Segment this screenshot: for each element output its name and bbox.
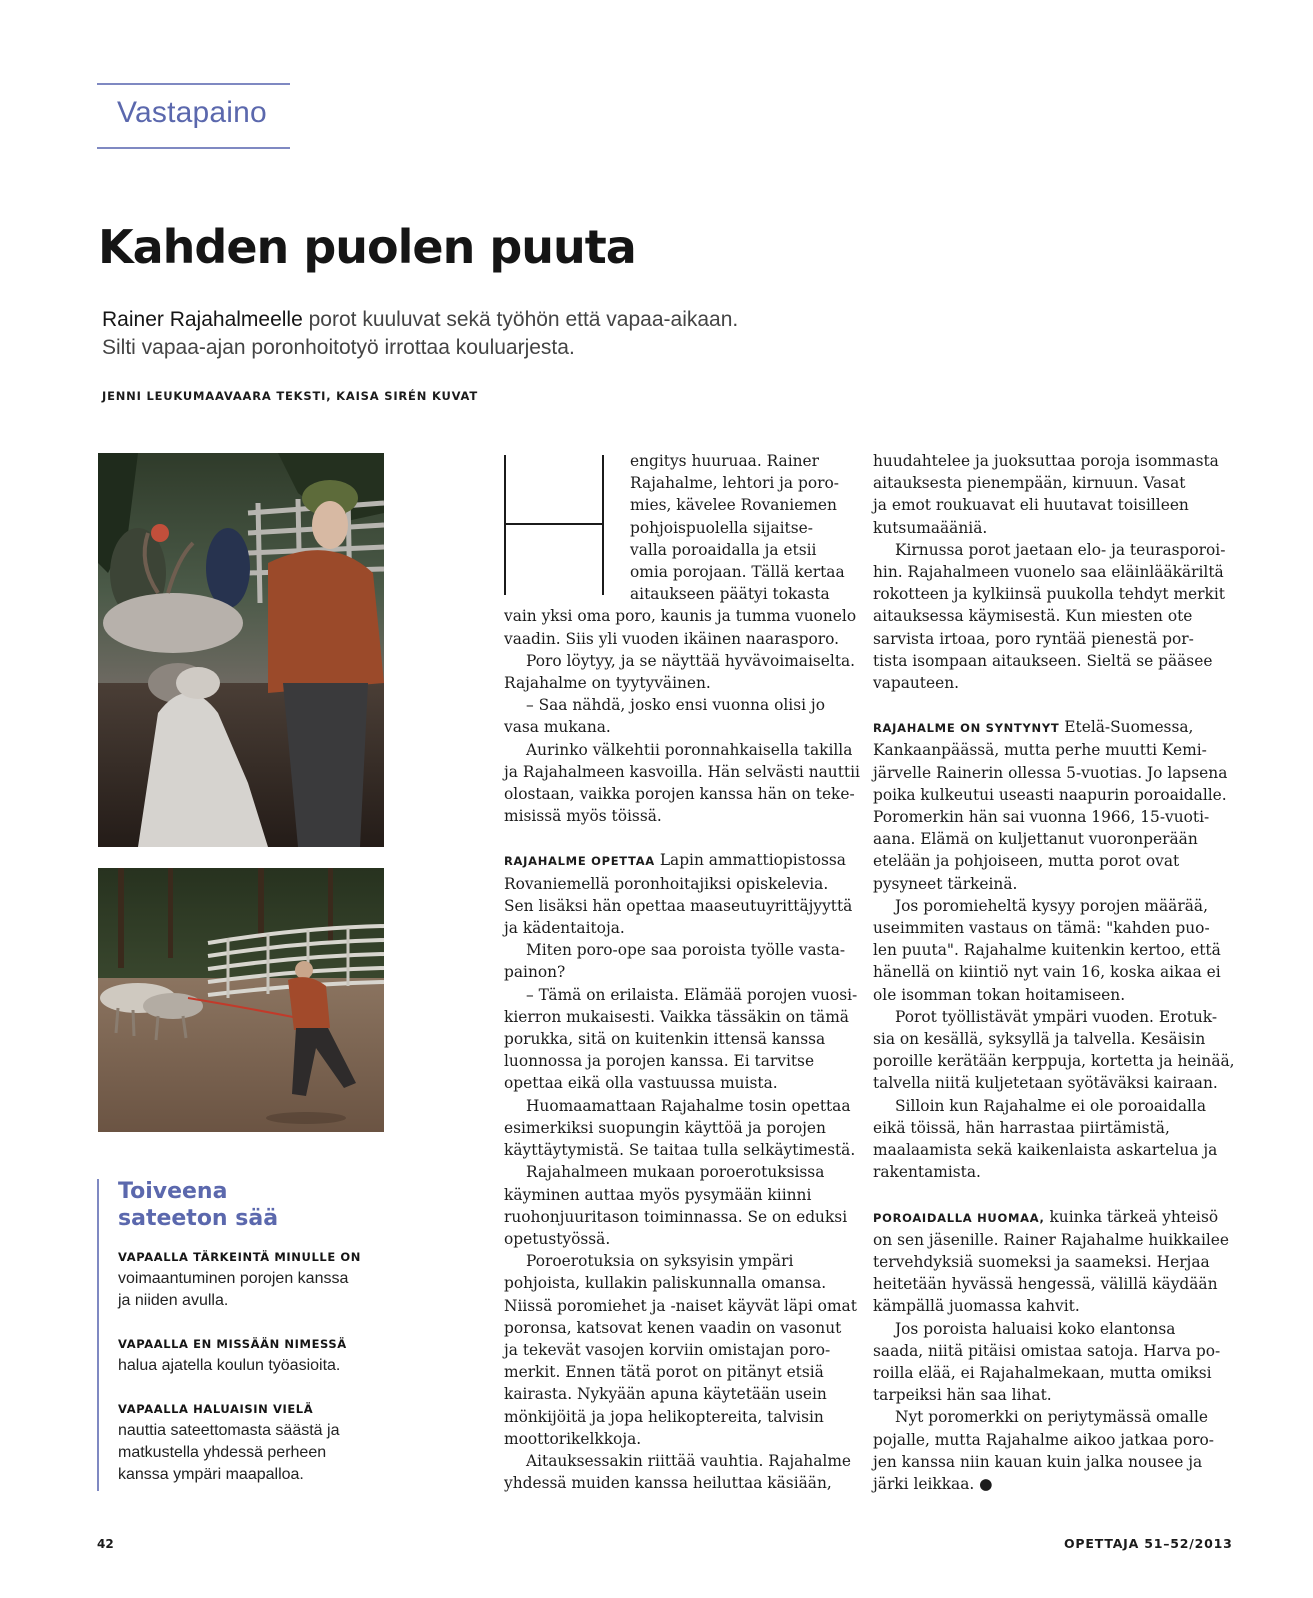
sidebar-item: [118, 1398, 388, 1486]
body-line: vasa mukana.: [504, 718, 611, 737]
paragraph-lead-in: POROAIDALLA HUOMAA,: [873, 1210, 1045, 1225]
body-line: järvelle Rainerin ollessa 5-vuotias. Jo lapsena: [873, 763, 1228, 782]
sidebar-title-line1: Toiveena: [118, 1179, 228, 1204]
sidebar-item-label: VAPAALLA TÄRKEINTÄ MINULLE ON: [118, 1250, 361, 1264]
body-line: järki leikkaa. ●: [873, 1474, 993, 1493]
body-line: opetustyössä.: [504, 1229, 611, 1248]
body-line: [873, 716, 1233, 739]
paragraph-lead-in: RAJAHALME OPETTAA: [504, 854, 655, 869]
body-line: mies, kävelee Rovaniemen: [630, 496, 837, 515]
section-label: Vastapaino: [117, 96, 267, 129]
body-line: [873, 1206, 1233, 1229]
article-headline: Kahden puolen puuta: [98, 220, 636, 274]
paragraph-lead-in: RAJAHALME ON SYNTYNYT: [873, 721, 1060, 736]
body-line: rokotteen ja kylkiinsä puukolla tehdyt merkit: [873, 585, 1225, 604]
sidebar-rule: [97, 1179, 99, 1491]
article-column-1: [504, 450, 860, 1494]
body-line: Nyt poromerkki on periytymässä omalle: [895, 1408, 1209, 1427]
body-line: saada, niitä pitäisi omistaa satoja. Harva po-: [873, 1341, 1221, 1360]
body-line: rakentamista.: [873, 1163, 981, 1182]
body-line: Rajahalme, lehtori ja poro-: [630, 474, 839, 493]
body-line: ja Rajahalmeen kasvoilla. Hän selvästi nauttii: [504, 762, 860, 781]
body-line: Rajahalmeen mukaan poroerotuksissa: [526, 1163, 825, 1182]
body-line: Porot työllistävät ympäri vuoden. Erotuk-: [895, 1007, 1218, 1026]
body-line: ja tekevät vasojen korviin omistajan poro-: [504, 1340, 831, 1359]
body-line: jen kanssa niin kauan kuin jalka nousee ja: [873, 1452, 1203, 1471]
photo-herder-in-corral: [98, 868, 384, 1132]
lead-line1: porot kuuluvat sekä työhön että vapaa-aikaan.: [302, 308, 739, 331]
article-lead: [102, 306, 862, 362]
section-rule-top: [97, 83, 290, 85]
body-line: painon?: [504, 963, 566, 982]
sidebar-item-text: voimaantuminen porojen kanssa: [118, 1270, 349, 1287]
body-line: Rajahalme on tyytyväinen.: [504, 674, 711, 693]
body-line: Niissä poromiehet ja -naiset käyvät läpi omat: [504, 1296, 857, 1315]
body-line: aitauksesta pienempään, kirnuun. Vasat: [873, 474, 1186, 493]
body-line: Sen lisäksi hän opettaa maaseutuyrittäjyyttä: [504, 896, 853, 915]
paragraph-gap: [504, 827, 854, 849]
body-line: hänellä on kiintiö nyt vain 16, koska aikaa ei: [873, 963, 1221, 982]
paragraph-gap: [873, 1184, 1233, 1206]
body-line: pohjoista, kullakin paliskunnalla omansa.: [504, 1274, 827, 1293]
body-line: käyminen auttaa myös pysymään kiinni: [504, 1185, 812, 1204]
body-line: luonnossa ja porojen kanssa. Ei tarvitse: [504, 1052, 815, 1071]
photo-reindeer-herder-portrait: [98, 453, 384, 847]
body-line: huudahtelee ja juoksuttaa poroja isommasta: [873, 452, 1219, 470]
sidebar-title: [118, 1178, 388, 1232]
body-line: useimmiten vastaus on tämä: "kahden puo-: [873, 919, 1210, 938]
body-line: moottorikelkkoja.: [504, 1429, 642, 1448]
body-line: ja emot roukuavat eli huutavat toisilleen: [873, 496, 1189, 515]
body-line: kierron mukaisesti. Vaikka tässäkin on tämä: [504, 1007, 849, 1026]
body-line: Silloin kun Rajahalme ei ole poroaidalla: [895, 1096, 1207, 1115]
body-line: ruohonjuuritason toiminnassa. Se on eduksi: [504, 1207, 848, 1226]
article-column-2: [873, 450, 1233, 1495]
body-line: kämpällä juomassa kahvit.: [873, 1297, 1080, 1316]
body-line: Miten poro-ope saa poroista työlle vasta-: [526, 941, 846, 960]
body-line: mönkijöitä ja jopa helikoptereita, talvisin: [504, 1407, 824, 1426]
body-line: aana. Elämä on kuljettanut vuoronperään: [873, 830, 1198, 849]
body-line: heitetään hyvässä hengessä, välillä käydään: [873, 1275, 1218, 1294]
body-line: poika kulkeutui useasti naapurin poroaidalle.: [873, 785, 1227, 804]
body-line: porukka, sitä on kuitenkin ittensä kanssa: [504, 1030, 826, 1049]
body-line: sarvista irtoaa, poro ryntää pienestä por-: [873, 629, 1194, 648]
body-line: [504, 849, 854, 872]
sidebar-item-label: VAPAALLA HALUAISIN VIELÄ: [118, 1402, 314, 1416]
body-line: omia porojaan. Tällä kertaa: [630, 563, 845, 582]
body-line: tista isompaan aitaukseen. Sieltä se pääsee: [873, 651, 1213, 670]
body-line: tervehdyksiä suomeksi ja saameksi. Herjaa: [873, 1252, 1210, 1271]
sidebar-title-line2: sateeton sää: [118, 1206, 279, 1231]
body-line: engitys huuruaa. Rainer: [630, 452, 820, 470]
body-line: aitauksessa käymisestä. Kun miesten ote: [873, 607, 1193, 626]
body-line: Aurinko välkehtii poronnahkaisella takilla: [526, 740, 853, 759]
body-line: Poro löytyy, ja se näyttää hyvävoimaiselta.: [526, 651, 856, 670]
photo-2-image: [98, 868, 384, 1132]
sidebar-item-text: matkustella yhdessä perheen: [118, 1444, 327, 1461]
body-line: Kirnussa porot jaetaan elo- ja teurasporoi-: [895, 540, 1226, 559]
body-line-text: Etelä-Suomessa,: [1059, 718, 1194, 737]
body-line: len puuta". Rajahalme kuitenkin kertoo, että: [873, 941, 1221, 960]
body-line: valla poroaidalla ja etsii: [630, 540, 817, 559]
body-line: vaadin. Siis yli vuoden ikäinen naarasporo.: [504, 629, 839, 648]
body-line: kutsumaääniä.: [873, 518, 988, 537]
section-rule-bottom: [97, 147, 290, 149]
body-line: Jos poromieheltä kysyy porojen määrää,: [895, 896, 1208, 915]
body-line: pohjoispuolella sijaitse-: [630, 518, 813, 537]
body-line: pysyneet tärkeinä.: [873, 874, 1018, 893]
magazine-issue: OPETTAJA 51–52/2013: [1064, 1536, 1233, 1551]
body-line: tarpeiksi hän saa lihat.: [873, 1386, 1052, 1405]
body-line: vapauteen.: [873, 674, 960, 693]
body-line: aitaukseen päätyi tokasta: [630, 585, 830, 604]
sidebar-item: [118, 1246, 388, 1312]
body-line: käyttäytymistä. Se taitaa tulla selkäytimestä.: [504, 1141, 856, 1160]
body-line: sia on kesällä, syksyllä ja talvella. Kesäisin: [873, 1030, 1206, 1049]
body-line: ole isomman tokan hoitamiseen.: [873, 985, 1126, 1004]
body-line: pojalle, mutta Rajahalme aikoo jatkaa poro-: [873, 1430, 1214, 1449]
byline: JENNI LEUKUMAAVAARA TEKSTI, KAISA SIRÉN KUVAT: [102, 389, 478, 403]
sidebar-item: [118, 1333, 388, 1377]
sidebar-item-text: nauttia sateettomasta säästä ja: [118, 1422, 340, 1439]
body-line: olostaan, vaikka porojen kanssa hän on teke-: [504, 785, 855, 804]
body-line: Poroerotuksia on syksyisin ympäri: [526, 1252, 794, 1271]
body-line: Jos poroista haluaisi koko elantonsa: [895, 1319, 1176, 1338]
sidebar-box: [118, 1178, 388, 1507]
sidebar-item-text: kanssa ympäri maapalloa.: [118, 1466, 304, 1483]
sidebar-item-text: ja niiden avulla.: [118, 1292, 229, 1309]
body-line: kairasta. Nykyään apuna käytetään usein: [504, 1385, 827, 1404]
photo-1-image: [98, 453, 384, 847]
lead-line2: Silti vapaa-ajan poronhoitotyö irrottaa kouluarjesta.: [102, 336, 575, 359]
body-line: vain yksi oma poro, kaunis ja tumma vuonelo: [504, 607, 857, 626]
page-number: 42: [97, 1537, 114, 1551]
sidebar-item-label: VAPAALLA EN MISSÄÄN NIMESSÄ: [118, 1337, 347, 1351]
body-line: esimerkiksi suopungin käyttöä ja porojen: [504, 1118, 826, 1137]
body-line: Huomaamattaan Rajahalme tosin opettaa: [526, 1096, 851, 1115]
body-line: roilla elää, ei Rajahalmekaan, mutta omiksi: [873, 1363, 1212, 1382]
sidebar-item-text: halua ajatella koulun työasioita.: [118, 1357, 341, 1374]
body-line: ja kädentaitoja.: [504, 919, 625, 938]
body-line: Poromerkin hän sai vuonna 1966, 15-vuoti-: [873, 808, 1210, 827]
body-line-text: Lapin ammattiopistossa: [654, 851, 846, 870]
body-line: opettaa eikä olla vastuussa muista.: [504, 1074, 778, 1093]
paragraph-gap: [873, 694, 1233, 716]
body-line: hin. Rajahalmeen vuonelo saa eläinlääkäriltä: [873, 563, 1224, 582]
body-line: Rovaniemellä poronhoitajiksi opiskelevia.: [504, 874, 829, 893]
body-line: Kankaanpäässä, mutta perhe muutti Kemi-: [873, 741, 1207, 760]
body-line: merkit. Ennen tätä porot on pitänyt etsiä: [504, 1363, 824, 1382]
body-line: yhdessä muiden kanssa heiluttaa käsiään,: [504, 1474, 832, 1493]
body-line: poronsa, katsovat kenen vaadin on vasonut: [504, 1318, 842, 1337]
body-line: etelään ja pohjoiseen, mutta porot ovat: [873, 852, 1180, 871]
lead-name: Rainer Rajahalmeelle: [102, 308, 303, 331]
body-line: maalaamista sekä kaikenlaista askartelua ja: [873, 1141, 1218, 1160]
body-line: talvella niitä kuljetetaan syötäväksi kairaan.: [873, 1074, 1218, 1093]
body-line-text: kuinka tärkeä yhteisö: [1044, 1207, 1219, 1226]
body-line: poroille kerätään kerppuja, kortetta ja heinää,: [873, 1052, 1235, 1071]
body-line: eikä töissä, hän harrastaa piirtämistä,: [873, 1118, 1170, 1137]
body-line: – Saa nähdä, josko ensi vuonna olisi jo: [526, 696, 825, 715]
body-line: Aitauksessakin riittää vauhtia. Rajahalme: [526, 1451, 852, 1470]
body-line: – Tämä on erilaista. Elämää porojen vuosi-: [526, 985, 858, 1004]
body-line: misissä myös töissä.: [504, 807, 662, 826]
body-line: on sen jäsenille. Rainer Rajahalme huikkailee: [873, 1230, 1230, 1249]
